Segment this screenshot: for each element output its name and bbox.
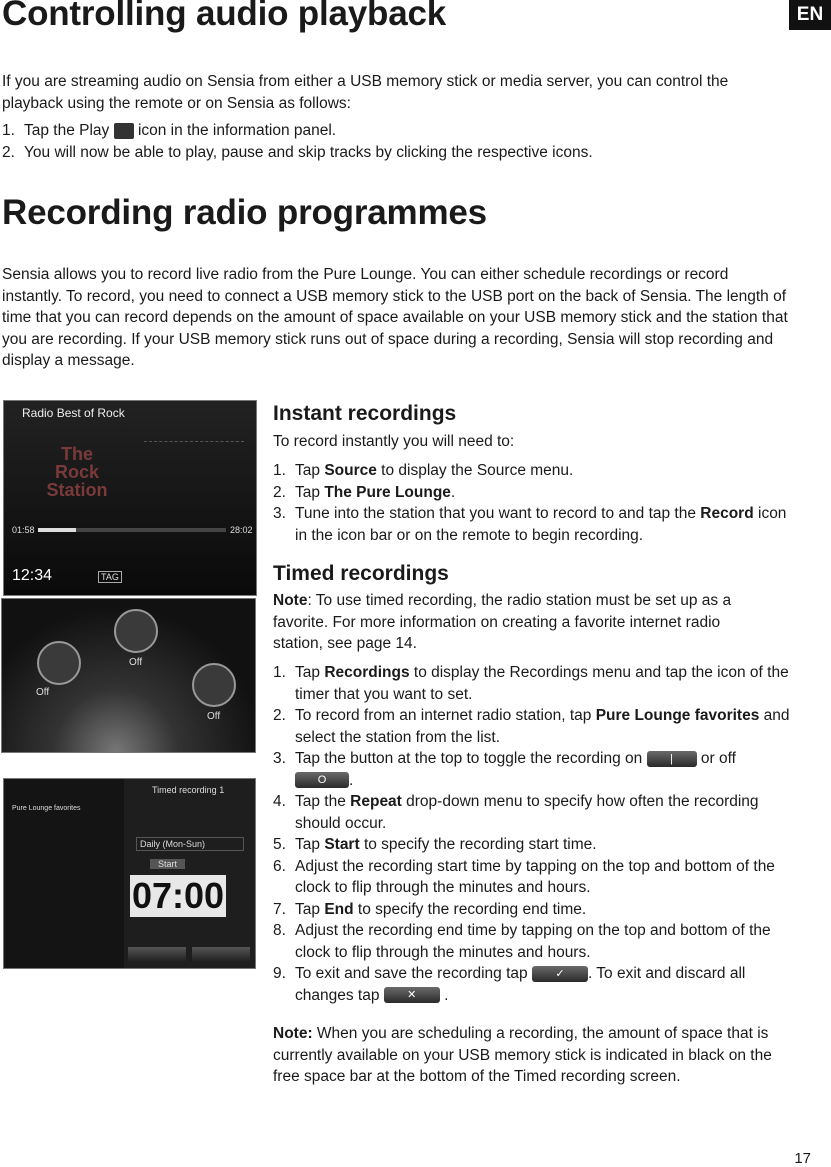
list-item: 8. Adjust the recording end time by tapping on the top and bottom of the clock to flip through the minutes and hours.	[273, 922, 771, 961]
list-item: 2. To record from an internet radio station, tap Pure Lounge favorites and select the station from the list.	[273, 707, 790, 746]
language-badge: EN	[789, 0, 831, 30]
list-item: 7. Tap End to specify the recording end time.	[273, 900, 587, 918]
section-title-playback: Controlling audio playback	[2, 0, 447, 33]
section-title-recording: Recording radio programmes	[2, 193, 487, 232]
list-item: 1. Tap Source to display the Source menu.	[273, 462, 574, 479]
list-item: 5. Tap Start to specify the recording start time.	[273, 836, 597, 853]
timed-note-2: Note: When you are scheduling a recording, the amount of space that is currently available on your USB memory stick is indicated in black on the free space bar at the bottom of the Timed recording screen.	[273, 1025, 772, 1085]
playback-intro: If you are streaming audio on Sensia from either a USB memory stick or media server, you can control the playback using the remote or on Sensia as follows:	[2, 73, 729, 112]
list-item: 1. Tap Recordings to display the Recordings menu and tap the icon of the timer that you want to set.	[273, 664, 789, 703]
playback-steps	[2, 120, 802, 163]
list-item: 4. Tap the Repeat drop-down menu to specify how often the recording should occur.	[273, 793, 759, 832]
timed-recording-image: Pure Lounge favorites Timed recording 1 Daily (Mon-Sun) Start 07:00	[3, 778, 256, 969]
timer-2-icon	[114, 609, 158, 653]
instant-lead: To record instantly you will need to:	[273, 433, 515, 450]
list-item: 2. You will now be able to play, pause and skip tracks by clicking the respective icons.	[2, 143, 593, 161]
timer-3-icon	[192, 663, 236, 707]
timed-note: Note: To use timed recording, the radio station must be set up as a favorite. For more information on creating a favorite internet radio station, see page 14.	[273, 592, 732, 652]
list-item: 1. Tap the Play icon in the information panel.	[2, 122, 337, 139]
cross-icon	[192, 947, 250, 961]
instant-recordings-title: Instant recordings	[273, 402, 457, 425]
list-item: 3. Tune into the station that you want to record to and tap the Record icon in the icon bar or on the remote to begin recording.	[273, 505, 787, 544]
record-off-toggle-icon: O	[295, 772, 349, 788]
list-item: 9. To exit and save the recording tap ✓ . To exit and discard all changes tap ✕ .	[273, 965, 746, 1004]
list-item: 6. Adjust the recording start time by tapping on the top and bottom of the clock to flip through the minutes and hours.	[273, 857, 775, 896]
recording-intro: Sensia allows you to record live radio from the Pure Lounge. You can either schedule recordings or record instantly. To record, you need to connect a USB memory stick to the USB port on the back of Sensia. The length of time that you can record depends on the amount of space available on your USB memory stick and the station that you are recording. If your USB memory stick runs out of space during a recording, Sensia will stop recording and display a message.	[2, 266, 788, 369]
timed-recordings-title: Timed recordings	[273, 562, 449, 585]
check-icon: ✓	[532, 966, 588, 982]
record-on-toggle-icon: |	[647, 751, 697, 767]
cross-icon: ✕	[384, 987, 440, 1003]
list-item: 2. Tap The Pure Lounge.	[273, 483, 456, 501]
instant-steps	[273, 460, 793, 546]
page-number: 17	[794, 1150, 811, 1167]
check-icon	[128, 947, 186, 961]
recordings-menu-image: Off Off Off	[1, 598, 256, 753]
timer-1-icon	[37, 641, 81, 685]
radio-screen-image: Radio Best of Rock The Rock Station 01:58 28:02 12:34 TAG	[3, 400, 257, 596]
timed-steps	[273, 662, 793, 1006]
list-item: 3. Tap the button at the top to toggle the recording on | or off O .	[273, 750, 736, 789]
progress-bar	[38, 528, 226, 532]
play-info-icon	[114, 123, 134, 139]
